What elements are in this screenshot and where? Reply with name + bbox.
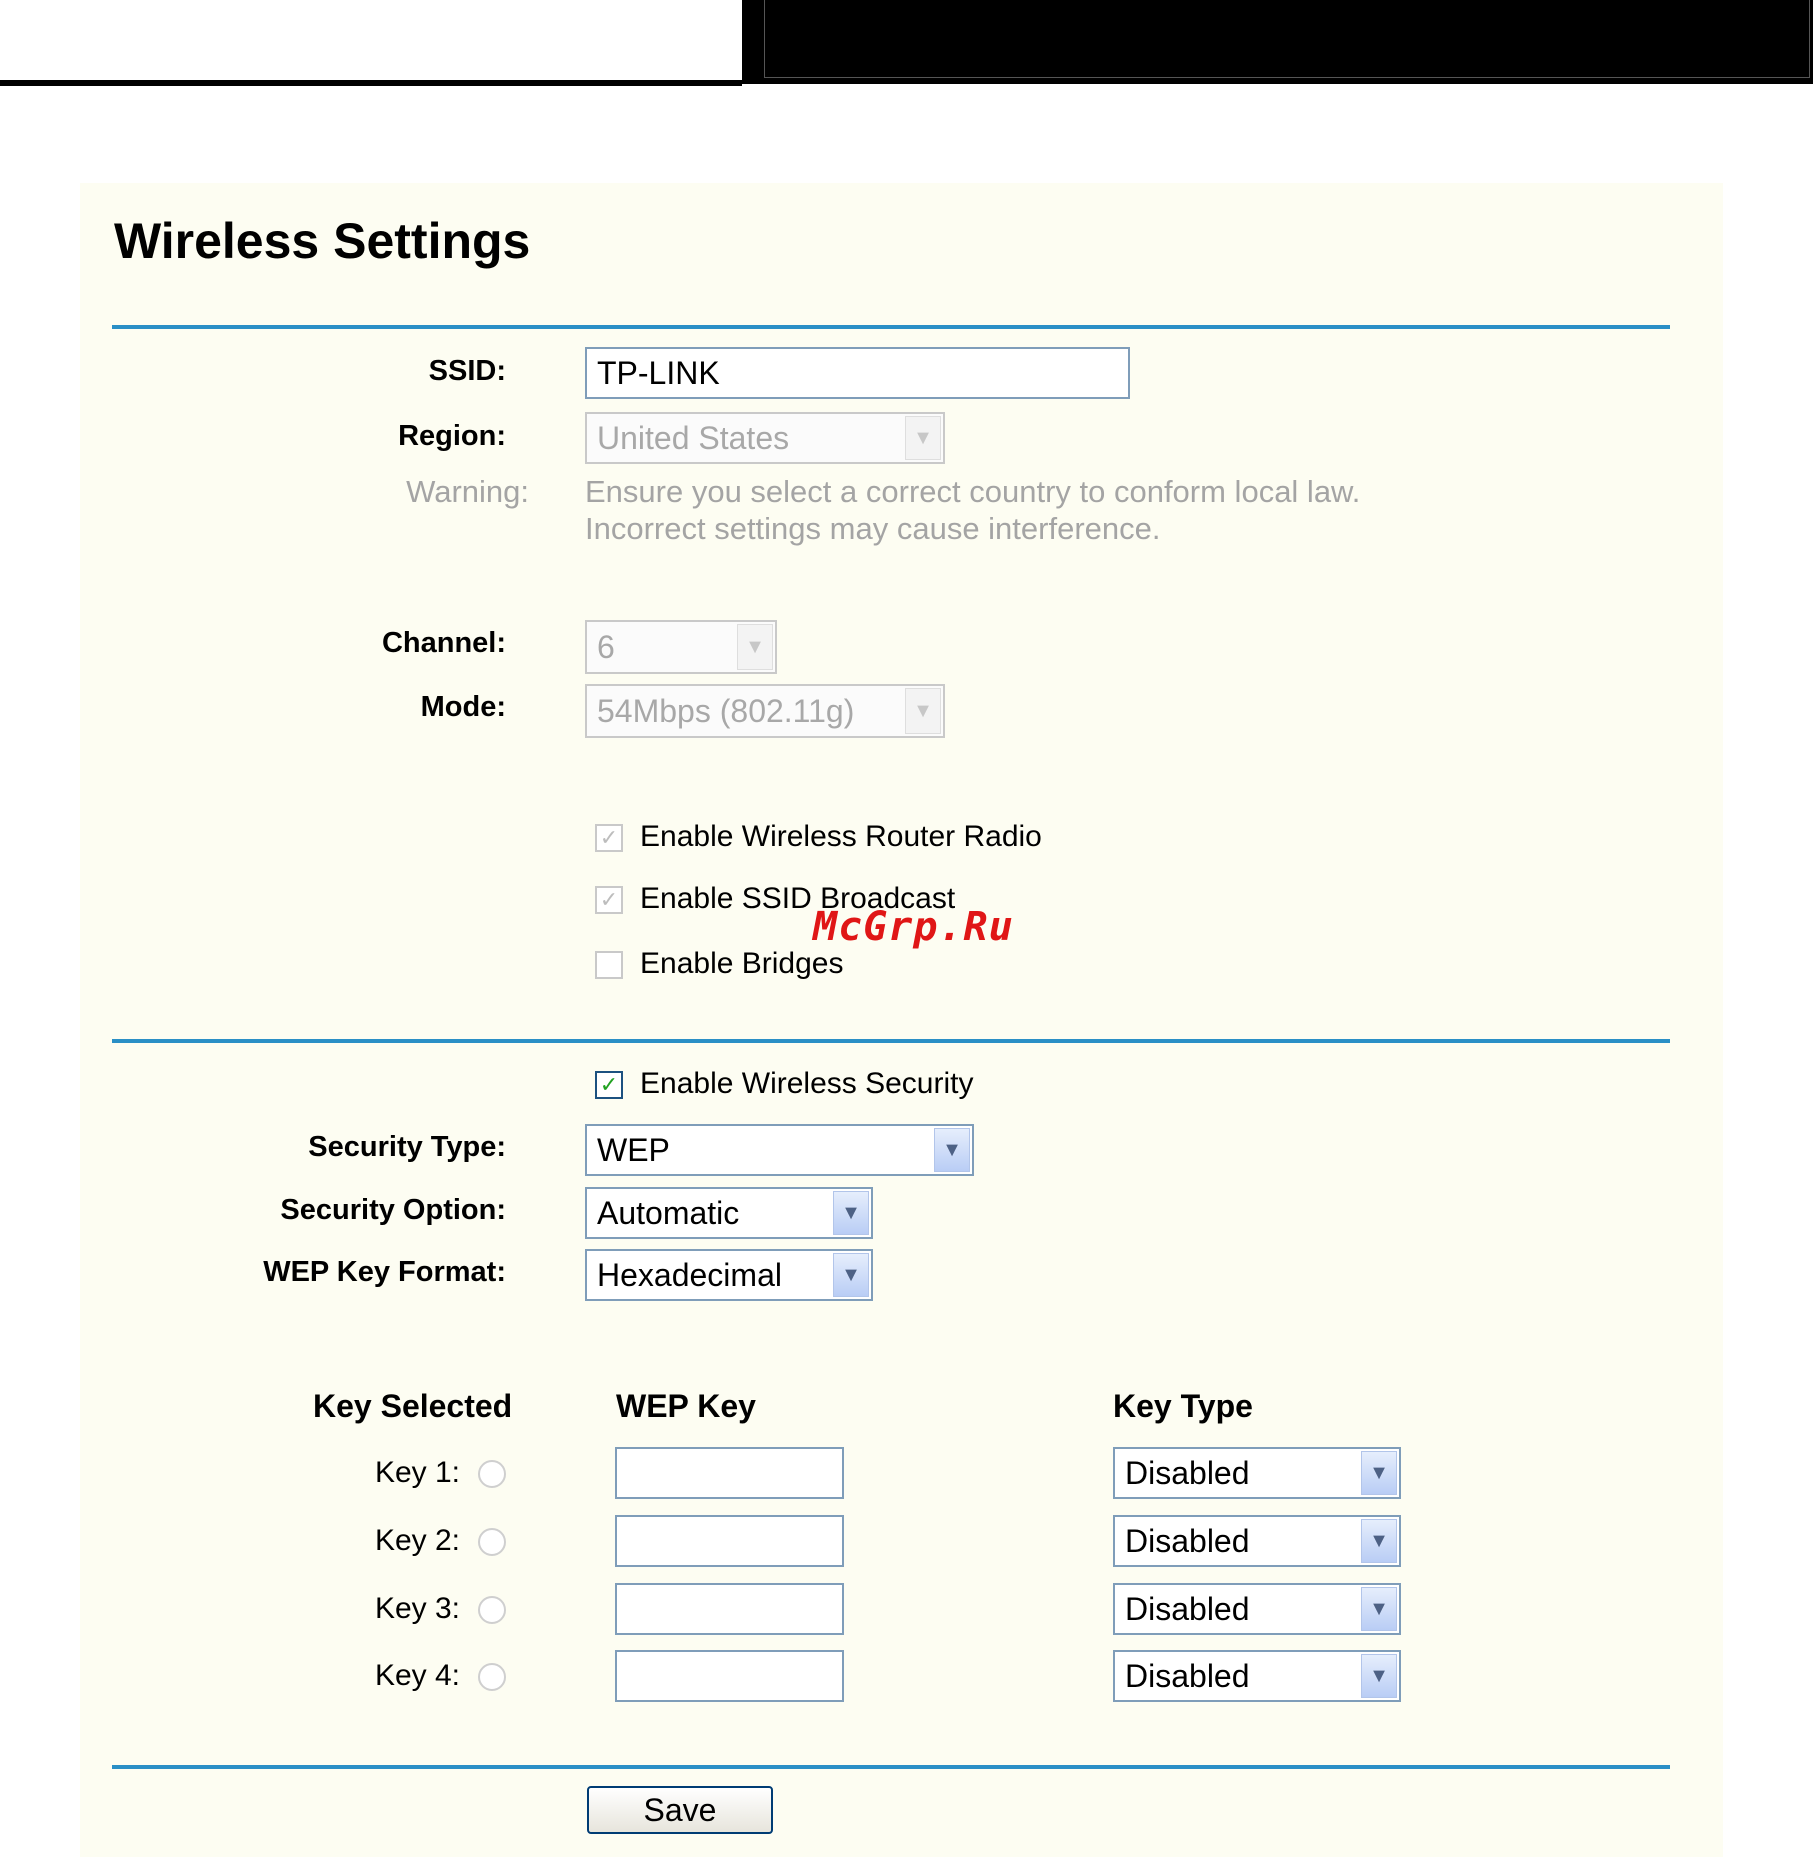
chevron-down-icon: ▼: [905, 416, 941, 460]
key-3-type-value: Disabled: [1125, 1590, 1250, 1627]
chevron-down-icon: ▼: [737, 624, 773, 670]
chevron-down-icon: ▼: [833, 1253, 869, 1297]
region-value: United States: [597, 419, 790, 456]
chevron-down-icon: ▼: [1361, 1587, 1397, 1631]
key-4-input[interactable]: [615, 1650, 844, 1702]
ssid-value: TP-LINK: [597, 354, 720, 391]
mode-label: Mode:: [420, 691, 506, 723]
header-right-inner-frame: [764, 0, 1810, 78]
watermark-text: McGrp.Ru: [813, 904, 1014, 950]
channel-label: Channel:: [381, 627, 506, 659]
chevron-down-icon: ▼: [1361, 1654, 1397, 1698]
enable-radio-label: Enable Wireless Router Radio: [640, 820, 1042, 853]
security-option-select[interactable]: [585, 1187, 873, 1239]
key-selected-header: Key Selected: [313, 1388, 513, 1424]
chevron-down-icon: ▼: [833, 1191, 869, 1235]
security-option-value: Automatic: [597, 1194, 740, 1231]
mode-select[interactable]: [585, 684, 945, 738]
ssid-input[interactable]: [585, 347, 1130, 399]
warning-line-2: Incorrect settings may cause interference.: [585, 511, 1161, 546]
key-4-label: Key 4:: [374, 1659, 460, 1692]
key-2-type-value: Disabled: [1125, 1522, 1250, 1559]
save-button[interactable]: Save: [587, 1786, 773, 1834]
chevron-down-icon: ▼: [1361, 1519, 1397, 1563]
key-2-type-select[interactable]: [1113, 1515, 1401, 1567]
security-option-label: Security Option:: [280, 1194, 506, 1226]
wep-key-format-value: Hexadecimal: [597, 1256, 782, 1293]
key-2-label: Key 2:: [374, 1524, 460, 1557]
header-left-box: [0, 0, 742, 86]
warning-label: Warning:: [406, 474, 529, 509]
key-3-input[interactable]: [615, 1583, 844, 1635]
wep-key-format-select[interactable]: [585, 1249, 873, 1301]
enable-bridges-label: Enable Bridges: [640, 947, 844, 980]
key-3-radio[interactable]: [478, 1596, 506, 1624]
warning-line-1: Ensure you select a correct country to conform local law.: [585, 474, 1361, 509]
enable-security-checkbox[interactable]: ✓: [595, 1071, 623, 1099]
chevron-down-icon: ▼: [934, 1128, 970, 1172]
key-1-label: Key 1:: [374, 1456, 460, 1489]
key-4-type-value: Disabled: [1125, 1657, 1250, 1694]
enable-radio-checkbox[interactable]: ✓: [595, 824, 623, 852]
key-2-radio[interactable]: [478, 1528, 506, 1556]
divider-middle: [112, 1039, 1670, 1043]
chevron-down-icon: ▼: [1361, 1451, 1397, 1495]
key-1-radio[interactable]: [478, 1460, 506, 1488]
key-type-header: Key Type: [1113, 1388, 1253, 1424]
page-title: Wireless Settings: [114, 213, 531, 269]
key-1-type-select[interactable]: [1113, 1447, 1401, 1499]
channel-select[interactable]: [585, 620, 777, 674]
enable-ssid-broadcast-checkbox[interactable]: ✓: [595, 886, 623, 914]
key-4-type-select[interactable]: [1113, 1650, 1401, 1702]
security-type-label: Security Type:: [308, 1131, 506, 1163]
key-1-input[interactable]: [615, 1447, 844, 1499]
key-4-radio[interactable]: [478, 1663, 506, 1691]
enable-bridges-checkbox[interactable]: [595, 951, 623, 979]
key-3-label: Key 3:: [374, 1592, 460, 1625]
security-type-select[interactable]: [585, 1124, 974, 1176]
divider-bottom: [112, 1765, 1670, 1769]
mode-value: 54Mbps (802.11g): [597, 692, 855, 729]
region-select[interactable]: [585, 412, 945, 464]
ssid-label: SSID:: [428, 355, 506, 387]
enable-ssid-broadcast-label: Enable SSID Broadcast: [640, 882, 956, 915]
key-3-type-select[interactable]: [1113, 1583, 1401, 1635]
security-type-value: WEP: [597, 1131, 670, 1168]
key-2-input[interactable]: [615, 1515, 844, 1567]
enable-security-label: Enable Wireless Security: [640, 1067, 974, 1100]
region-label: Region:: [398, 420, 506, 452]
key-1-type-value: Disabled: [1125, 1454, 1250, 1491]
chevron-down-icon: ▼: [905, 688, 941, 734]
channel-value: 6: [597, 628, 615, 665]
wep-key-header: WEP Key: [616, 1388, 756, 1424]
divider-top: [112, 325, 1670, 329]
wep-key-format-label: WEP Key Format:: [263, 1256, 506, 1288]
